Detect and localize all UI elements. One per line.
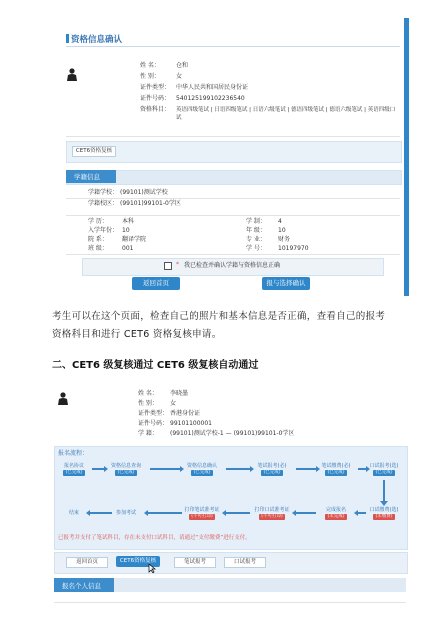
required-star: * — [176, 261, 179, 268]
flow-node-query[interactable]: 资格信息查询 (已完成) — [110, 463, 141, 475]
value-gender: 女 — [170, 400, 177, 407]
flow-arrow — [296, 512, 316, 514]
label-class: 班 级： — [88, 245, 108, 252]
label-duration: 学 制： — [246, 218, 266, 225]
value-gender: 女 — [176, 73, 183, 80]
value-campus: (99101)99101-0学区 — [120, 200, 181, 207]
label-school: 学籍学校： — [88, 189, 119, 196]
person-photo-icon — [67, 68, 77, 81]
label-name: 姓 名： — [138, 390, 158, 397]
value-department: 翻译学院 — [122, 236, 147, 243]
flow-node-take-exam[interactable]: 参加考试 — [115, 510, 136, 516]
label-name: 姓 名： — [140, 62, 160, 69]
screenshot-1 — [52, 18, 412, 296]
school-header-bar — [66, 170, 402, 185]
section-heading: 二、CET6 级复核通过 CET6 级复核自动通过 — [52, 360, 259, 371]
flow-node-print-written[interactable]: 打印笔试准考证 (不可打印) — [184, 507, 220, 519]
value-duration: 4 — [278, 218, 282, 225]
back-home-button[interactable]: 返回首页 — [66, 557, 108, 568]
value-idtype: 中华人民共和国居民身份证 — [176, 84, 249, 91]
flow-arrow — [296, 468, 316, 470]
cursor-icon — [148, 564, 156, 573]
scrollbar[interactable] — [404, 18, 409, 296]
flow-arrow-down — [383, 480, 385, 502]
label-department: 院 系： — [88, 236, 108, 243]
value-idno: 540125199102236540 — [176, 95, 245, 102]
value-grade: 10 — [278, 227, 286, 234]
value-education: 本科 — [122, 218, 135, 225]
title-underline — [66, 46, 400, 47]
back-home-button[interactable]: 返回首页 — [132, 277, 180, 290]
label-idno: 证件号码： — [138, 420, 169, 427]
label-idno: 证件号码： — [140, 95, 171, 102]
label-idtype: 证件类型： — [140, 84, 171, 91]
cet6-review-button[interactable]: CET6资格复核 — [72, 146, 116, 157]
value-idtype: 香港身份证 — [170, 410, 201, 417]
oral-register-button[interactable]: 口试报考 — [224, 557, 266, 568]
person-photo-icon — [58, 392, 68, 405]
value-school: (99101)测试学校-1 — (99101)99101-0学区 — [170, 430, 295, 437]
label-entry-year: 入学年份： — [88, 227, 119, 234]
label-subjects: 资格科目： — [140, 106, 171, 113]
label-education: 学 历： — [88, 218, 108, 225]
value-school: (99101)测试学校 — [120, 189, 168, 196]
school-header: 学籍信息 — [74, 173, 100, 181]
flow-node-written-pay[interactable]: 笔试缴费(必) (已完成) — [321, 463, 351, 475]
label-grade: 年 级： — [246, 227, 266, 234]
written-register-button[interactable]: 笔试报考 — [174, 557, 216, 568]
value-name: 仓和 — [176, 62, 189, 69]
flow-node-oral-register[interactable]: 口试报考(选) (已完成) — [369, 463, 399, 475]
flow-node-agreement[interactable]: 报名协议 (已完成) — [63, 463, 84, 475]
section-title — [66, 34, 69, 43]
label-school: 学 籍： — [138, 430, 158, 437]
personal-header: 报名个人信息 — [62, 582, 101, 590]
flow-arrow — [150, 468, 180, 470]
cet6-review-button[interactable]: CET6资格复核 — [116, 556, 160, 567]
value-subjects: 英语四级笔试 | 日语四级笔试 | 日语六级笔试 | 德语四级笔试 | 德语六级笔试 | 英语四级口试 — [176, 107, 396, 121]
info-row-line — [54, 602, 406, 603]
value-major: 财务 — [278, 236, 291, 243]
screenshot-2 — [52, 380, 412, 616]
value-idno: 99101100001 — [170, 420, 212, 427]
flow-node-oral-pay[interactable]: 口试缴费(选) (未缴费) — [369, 507, 399, 519]
page-title: 资格信息确认 — [71, 35, 123, 45]
process-title: 报名流程： — [58, 450, 89, 457]
label-major: 专 业： — [246, 236, 266, 243]
payment-notice: 已报考并支付了笔试科目，存在未支付口试科目，请通过“支付缴费”进行支付。 — [58, 535, 251, 541]
flow-node-end[interactable]: 结束 — [68, 510, 79, 516]
value-student-no: 10197970 — [278, 245, 309, 252]
value-entry-year: 10 — [122, 227, 130, 234]
flow-node-print-oral[interactable]: 打印口试准考证 (不可打印) — [254, 507, 290, 519]
value-class: 001 — [122, 245, 134, 252]
label-idtype: 证件类型： — [138, 410, 169, 417]
value-name: 李晓墨 — [170, 390, 189, 397]
confirm-report-button[interactable]: 报与选择确认 — [262, 277, 310, 290]
confirm-text: 我已检查并确认学籍与资格信息正确 — [184, 262, 281, 269]
review-bar — [66, 141, 402, 163]
confirm-checkbox[interactable] — [164, 262, 172, 270]
flow-arrow — [92, 468, 104, 470]
flow-node-complete[interactable]: 完成报名 (未完成) — [325, 507, 346, 519]
label-campus: 学籍校区： — [88, 200, 119, 207]
label-student-no: 学 号： — [246, 245, 266, 252]
label-gender: 性 别： — [140, 73, 160, 80]
flow-arrow — [226, 468, 250, 470]
flow-node-confirm[interactable]: 资格信息确认 (已完成) — [186, 463, 217, 475]
label-gender: 性 别： — [138, 400, 158, 407]
flow-arrow — [148, 512, 182, 514]
flow-arrow — [226, 512, 250, 514]
description-paragraph: 考生可以在这个页面，检查自己的照片和基本信息是否正确，查看自己的报考资格科目和进行 CET6 资格复核申请。 — [52, 311, 386, 340]
flow-node-written-register[interactable]: 笔试报考(必) (已完成) — [257, 463, 287, 475]
flow-arrow-down-head — [380, 501, 388, 506]
